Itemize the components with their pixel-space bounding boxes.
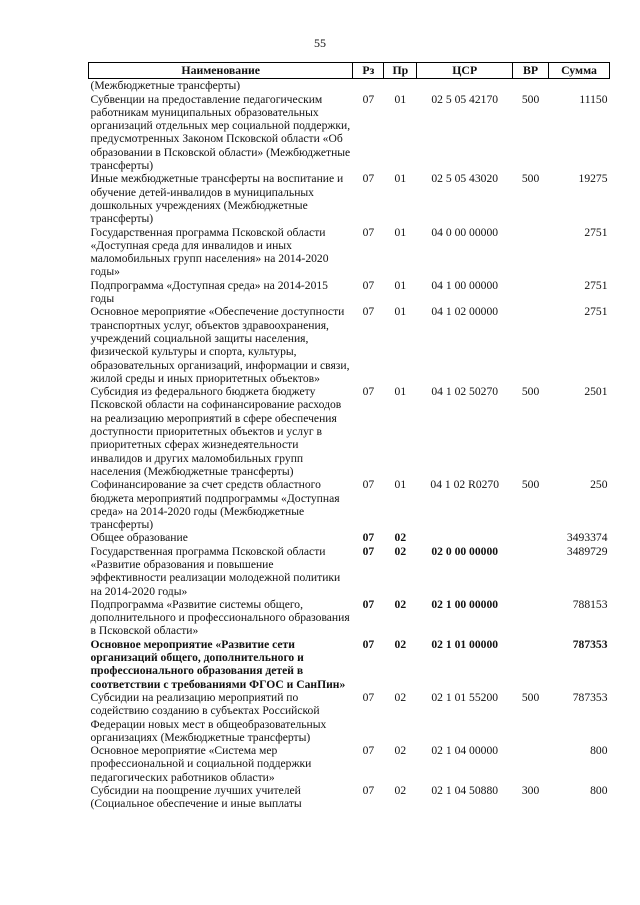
row-sum-cell: 3489729	[566, 544, 608, 558]
row-sum-cell: 2751	[584, 278, 608, 292]
row-csr-cell: 02 1 04 50880	[431, 784, 499, 798]
row-sum-cell: 2751	[584, 305, 608, 319]
row-rz-cell: 07	[362, 478, 375, 492]
row-csr-cell: 04 1 02 00000	[431, 305, 499, 319]
row-name-cell: Подпрограмма «Развитие системы общего, дополнительного и профессионального образования в Псковской области»	[90, 597, 350, 638]
row-csr-cell: 04 1 00 00000	[431, 278, 499, 292]
table-row	[89, 79, 610, 93]
row-csr-cell: 04 0 00 00000	[431, 225, 499, 239]
table-row	[89, 172, 610, 225]
row-csr-cell: 02 5 05 43020	[431, 172, 499, 186]
row-rz-cell: 07	[362, 690, 375, 704]
row-csr-cell: 04 1 02 R0270	[430, 478, 500, 492]
row-pr-cell: 02	[394, 544, 407, 558]
header-name: Наименование	[89, 63, 353, 79]
row-csr-cell: 02 1 01 00000	[431, 637, 499, 651]
row-rz-cell: 07	[362, 784, 375, 798]
header-vr: ВР	[513, 63, 549, 79]
row-vr-cell	[513, 638, 549, 691]
row-pr-cell: 01	[394, 92, 407, 106]
row-sum-cell	[549, 79, 610, 93]
table-row	[89, 744, 610, 784]
table-row	[89, 691, 610, 744]
row-vr-cell	[513, 744, 549, 784]
row-sum-cell: 3493374	[566, 531, 608, 545]
header-csr: ЦСР	[417, 63, 513, 79]
row-sum-cell: 250	[590, 478, 608, 492]
table-row	[89, 545, 610, 598]
row-csr-cell: 02 1 00 00000	[431, 597, 499, 611]
row-vr-cell	[513, 79, 549, 93]
row-pr-cell: 01	[394, 478, 407, 492]
row-name-cell: Основное мероприятие «Система мер профессиональной и социальной поддержки педагогических работников области»	[90, 744, 312, 784]
row-name-cell: Подпрограмма «Доступная среда» на 2014-2015 годы	[90, 278, 328, 306]
row-pr-cell: 01	[394, 225, 407, 239]
row-rz-cell: 07	[362, 597, 375, 611]
row-csr-cell	[417, 79, 513, 93]
row-name-cell: Субсидия из федерального бюджета бюджету Псковской области на софинансирование расходов на реализацию мероприятий в сфере обеспечения доступности приоритетных объектов и услуг в приоритетных сферах жизнедеятельности инвалидов и других маломобильных групп населения (Межбюджетные трансферты)	[90, 385, 342, 478]
row-pr-cell: 02	[394, 531, 407, 545]
row-pr-cell: 01	[394, 278, 407, 292]
table-row	[89, 598, 610, 638]
table-row	[89, 279, 610, 306]
row-name-cell: Субсидии на поощрение лучших учителей (Социальное обеспечение и иные выплаты	[90, 784, 302, 811]
row-vr-cell	[513, 531, 549, 544]
row-rz-cell	[353, 79, 384, 93]
row-pr-cell: 02	[394, 637, 407, 651]
row-csr-cell	[417, 531, 513, 544]
budget-table	[88, 62, 610, 811]
row-rz-cell: 07	[362, 305, 375, 319]
table-row	[89, 638, 610, 691]
row-sum-cell: 800	[590, 784, 608, 798]
row-vr-cell: 500	[521, 690, 540, 704]
row-sum-cell: 2751	[584, 225, 608, 239]
header-pr: Пр	[384, 63, 417, 79]
row-rz-cell: 07	[362, 172, 375, 186]
row-vr-cell	[513, 305, 549, 385]
row-vr-cell	[513, 279, 549, 306]
row-rz-cell: 07	[362, 637, 375, 651]
row-sum-cell: 787353	[572, 637, 608, 651]
row-rz-cell: 07	[362, 544, 375, 558]
row-rz-cell: 07	[362, 744, 375, 758]
row-vr-cell	[513, 598, 549, 638]
row-name-cell: Иные межбюджетные трансферты на воспитание и обучение детей-инвалидов в муниципальных дошкольных учреждениях (Межбюджетные трансферты)	[90, 172, 344, 226]
row-name-cell: Субсидии на реализацию мероприятий по содействию созданию в субъектах Российской Федерации новых мест в общеобразовательных организациях (Межбюджетные трансферты)	[90, 690, 327, 744]
table-row	[89, 93, 610, 173]
row-name-cell: Основное мероприятие «Обеспечение доступности транспортных услуг, объектов здравоохранения, учреждений социальной защиты населения, физической культуры и спорта, культуры, образовательных организаций, информации и связи, жилой среды и иных приоритетных объектов»	[90, 305, 350, 385]
row-vr-cell: 500	[521, 385, 540, 399]
row-csr-cell: 02 5 05 42170	[431, 92, 499, 106]
row-sum-cell: 11150	[579, 92, 608, 106]
row-pr-cell: 02	[394, 744, 407, 758]
row-rz-cell: 07	[362, 531, 375, 545]
header-rz: Рз	[353, 63, 384, 79]
row-pr-cell: 02	[394, 784, 407, 798]
row-sum-cell: 788153	[572, 597, 608, 611]
row-pr-cell: 01	[394, 172, 407, 186]
row-rz-cell: 07	[362, 92, 375, 106]
row-name-cell: Государственная программа Псковской области «Доступная среда для инвалидов и иных маломобильных групп населения» на 2014-2020 годы»	[90, 225, 329, 279]
row-name-cell: Основное мероприятие «Развитие сети организаций общего, дополнительного и профессионального образования детей в соответствии с требованиями ФГОС и СанПин»	[90, 637, 346, 691]
row-pr-cell: 02	[394, 690, 407, 704]
row-pr-cell: 01	[394, 385, 407, 399]
row-vr-cell	[513, 545, 549, 598]
row-vr-cell: 300	[521, 784, 540, 798]
row-sum-cell: 800	[590, 744, 608, 758]
row-csr-cell: 04 1 02 50270	[431, 385, 499, 399]
row-vr-cell: 500	[521, 92, 540, 106]
header-sum: Сумма	[549, 63, 610, 79]
row-sum-cell: 787353	[572, 690, 608, 704]
row-vr-cell: 500	[521, 478, 540, 492]
row-name-cell: Общее образование	[90, 531, 188, 545]
table-row	[89, 531, 610, 544]
page-number: 55	[314, 36, 326, 50]
row-pr-cell	[384, 79, 417, 93]
row-rz-cell: 07	[362, 225, 375, 239]
row-csr-cell: 02 1 01 55200	[431, 690, 499, 704]
row-name-cell: Софинансирование за счет средств областного бюджета мероприятий подпрограммы «Доступная среда» на 2014-2020 годы (Межбюджетные трансферты)	[90, 478, 340, 532]
table-body	[89, 79, 610, 811]
table-row	[89, 784, 610, 811]
row-name-cell: Государственная программа Псковской области «Развитие образования и повышение эффективности реализации молодежной политики на 2014-2020 годы»	[90, 544, 341, 598]
table-header-row	[89, 63, 610, 79]
row-rz-cell: 07	[362, 385, 375, 399]
table-row	[89, 385, 610, 478]
row-rz-cell: 07	[362, 278, 375, 292]
table-row	[89, 226, 610, 279]
row-name-cell: (Межбюджетные трансферты)	[90, 79, 241, 93]
table-row	[89, 478, 610, 531]
row-sum-cell: 2501	[584, 385, 608, 399]
row-pr-cell: 01	[394, 305, 407, 319]
row-vr-cell	[513, 226, 549, 279]
table-row	[89, 305, 610, 385]
row-vr-cell: 500	[521, 172, 540, 186]
row-sum-cell: 19275	[578, 172, 608, 186]
row-pr-cell: 02	[394, 597, 407, 611]
row-name-cell: Субвенции на предоставление педагогическим работникам муниципальных образовательных организаций отдельных мер социальной поддержки, предусмотренных Законом Псковской области «Об образовании в Псковской области» (Межбюджетные трансферты)	[90, 92, 351, 173]
row-csr-cell: 02 0 00 00000	[431, 544, 499, 558]
row-csr-cell: 02 1 04 00000	[431, 744, 499, 758]
